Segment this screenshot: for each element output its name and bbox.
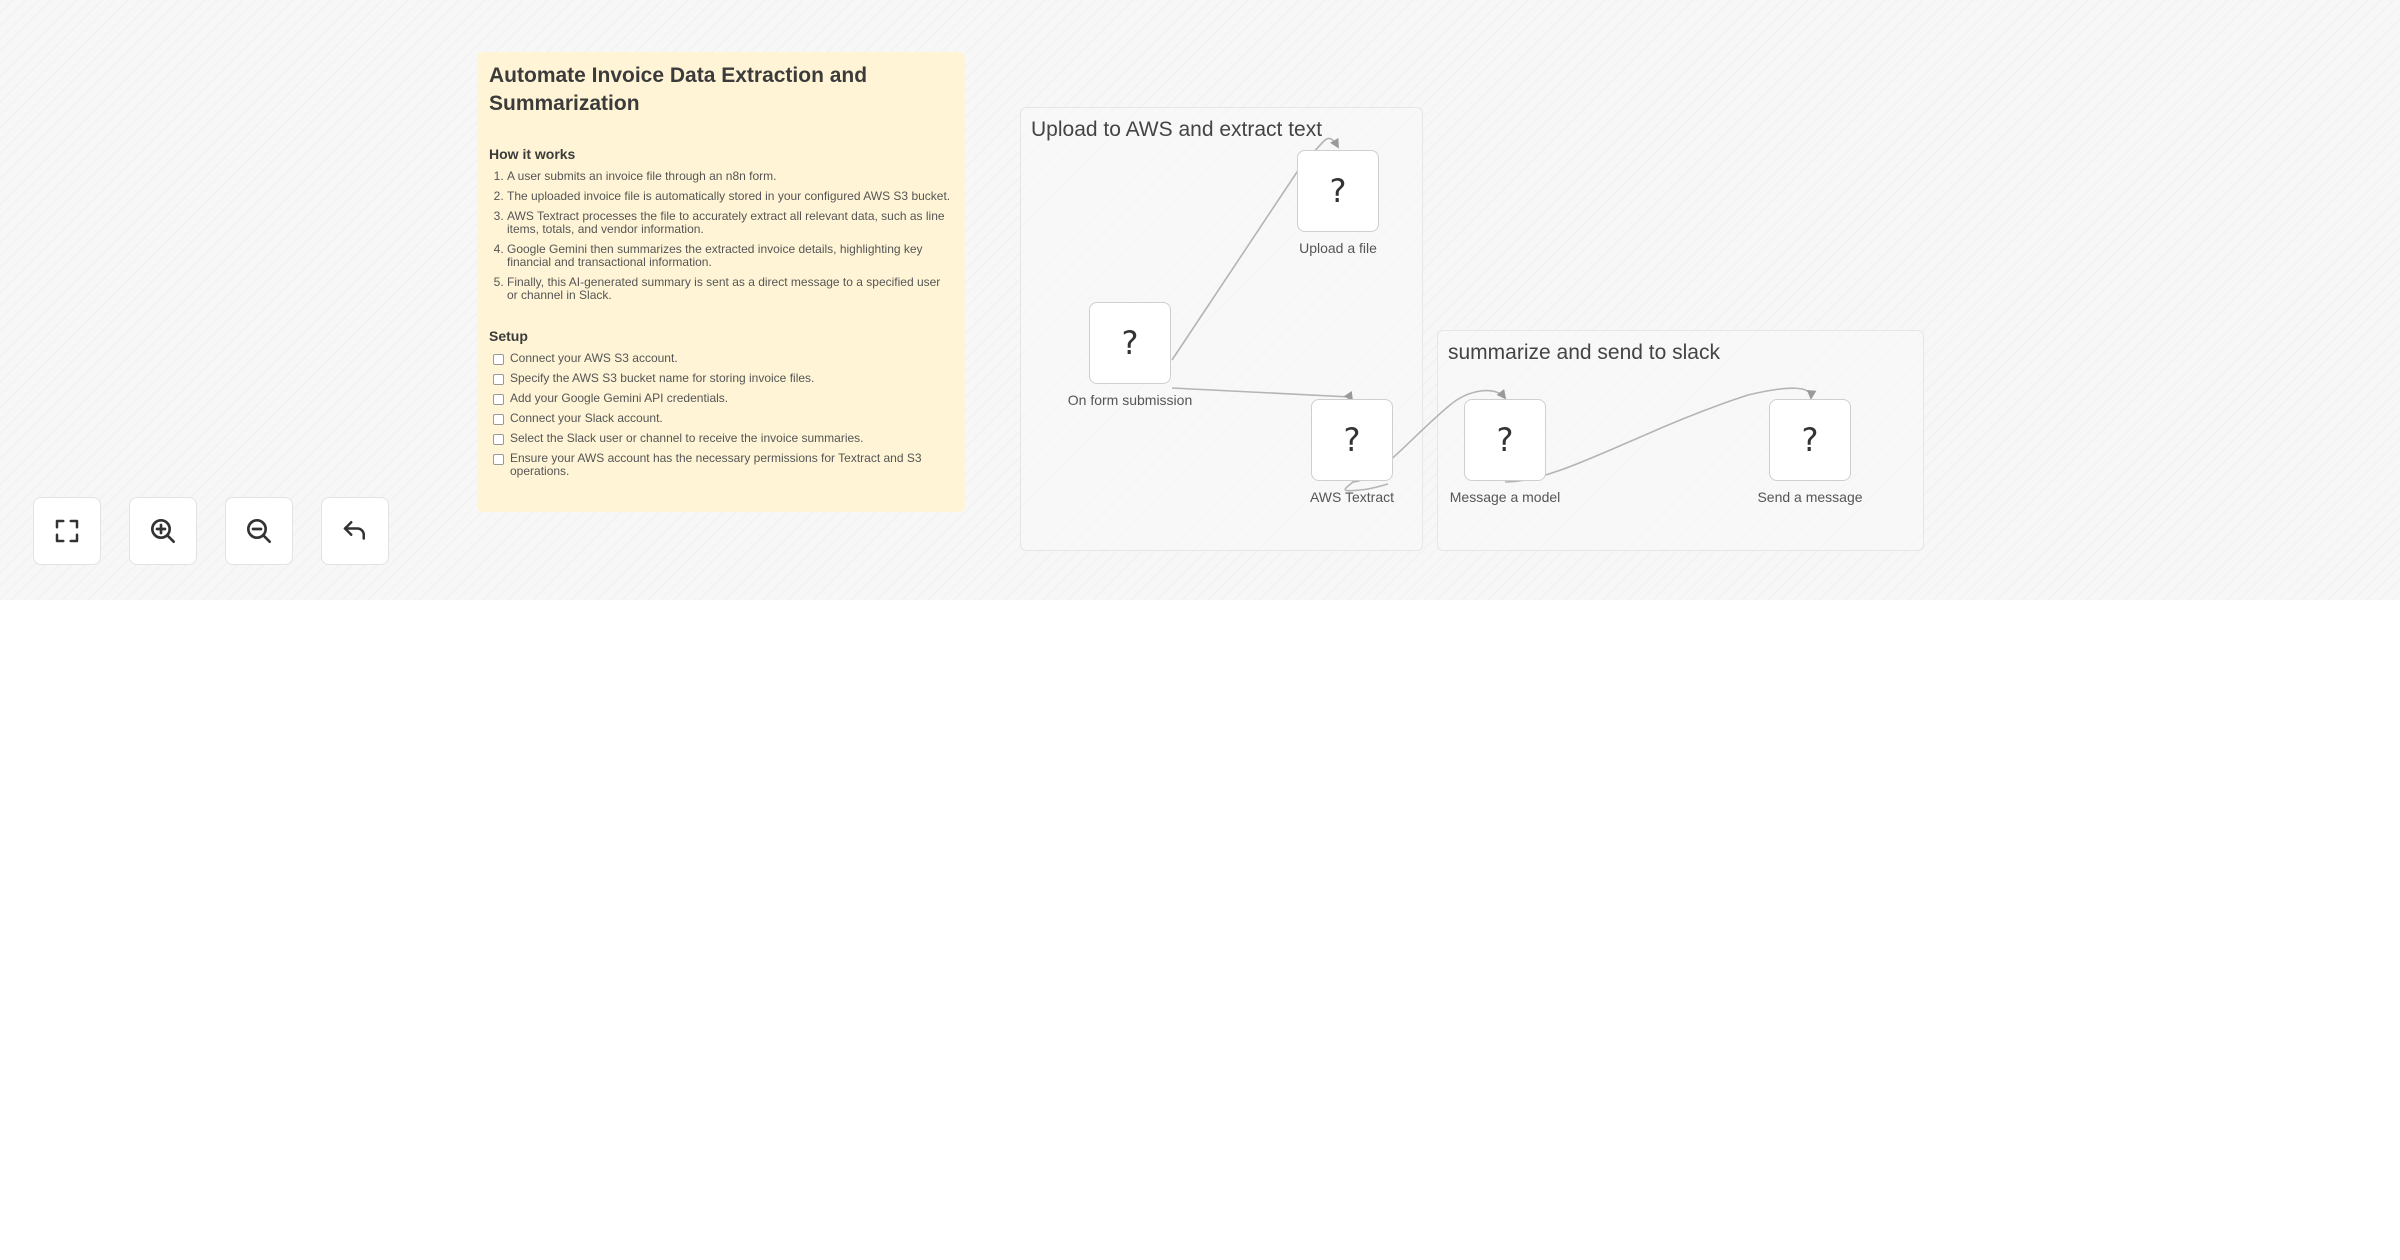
how-it-works-heading: How it works [489,146,576,162]
zoom-out-button[interactable] [225,497,293,565]
setup-item-text: Connect your Slack account. [510,411,663,425]
how-it-works-step: 1. A user submits an invoice file through an n8n form. [507,170,953,183]
node-label: Message a model [1449,489,1561,505]
zoom-in-button[interactable] [129,497,197,565]
zoom-in-icon [147,515,179,547]
setup-heading: Setup [489,328,528,344]
node-aws-textract[interactable]: ? [1311,399,1393,481]
fullscreen-icon [52,516,82,546]
group-title: summarize and send to slack [1448,341,1720,364]
node-label: AWS Textract [1309,489,1395,505]
setup-item-text: Connect your AWS S3 account. [510,351,678,365]
zoom-out-icon [243,515,275,547]
connection-model-to-slack [1505,388,1811,482]
node-form-trigger[interactable]: ? [1089,302,1171,384]
setup-item-text: Specify the AWS S3 bucket name for storing invoice files. [510,371,815,385]
node-label: Upload a file [1299,240,1377,256]
undo-icon [340,516,370,546]
node-label: On form submission [1067,392,1193,408]
how-it-works-step: 3. AWS Textract processes the file to accurately extract all relevant data, such as line items, totals, and vendor information. [507,210,953,236]
group-title: Upload to AWS and extract text [1031,118,1323,141]
how-it-works-step: 5. Finally, this AI-generated summary is sent as a direct message to a specified user or channel in Slack. [507,276,953,302]
how-it-works-step: 4. Google Gemini then summarizes the extracted invoice details, highlighting key financial and transactional information. [507,243,953,269]
fit-view-button[interactable] [33,497,101,565]
reset-zoom-button[interactable] [321,497,389,565]
setup-item-text: Select the Slack user or channel to receive the invoice summaries. [510,431,864,445]
sticky-note-title: Automate Invoice Data Extraction and Summarization [489,64,868,115]
workflow-canvas[interactable] [0,0,2400,600]
node-label: Send a message [1757,489,1863,505]
how-it-works-step: 2. The uploaded invoice file is automatically stored in your configured AWS S3 bucket. [507,190,953,203]
setup-item-text: Add your Google Gemini API credentials. [510,391,729,405]
node-upload-file[interactable]: ? [1297,150,1379,232]
node-send-message[interactable]: ? [1769,399,1851,481]
node-message-model[interactable]: ? [1464,399,1546,481]
setup-item-text: Ensure your AWS account has the necessary permissions for Textract and S3 operations. [510,451,922,478]
